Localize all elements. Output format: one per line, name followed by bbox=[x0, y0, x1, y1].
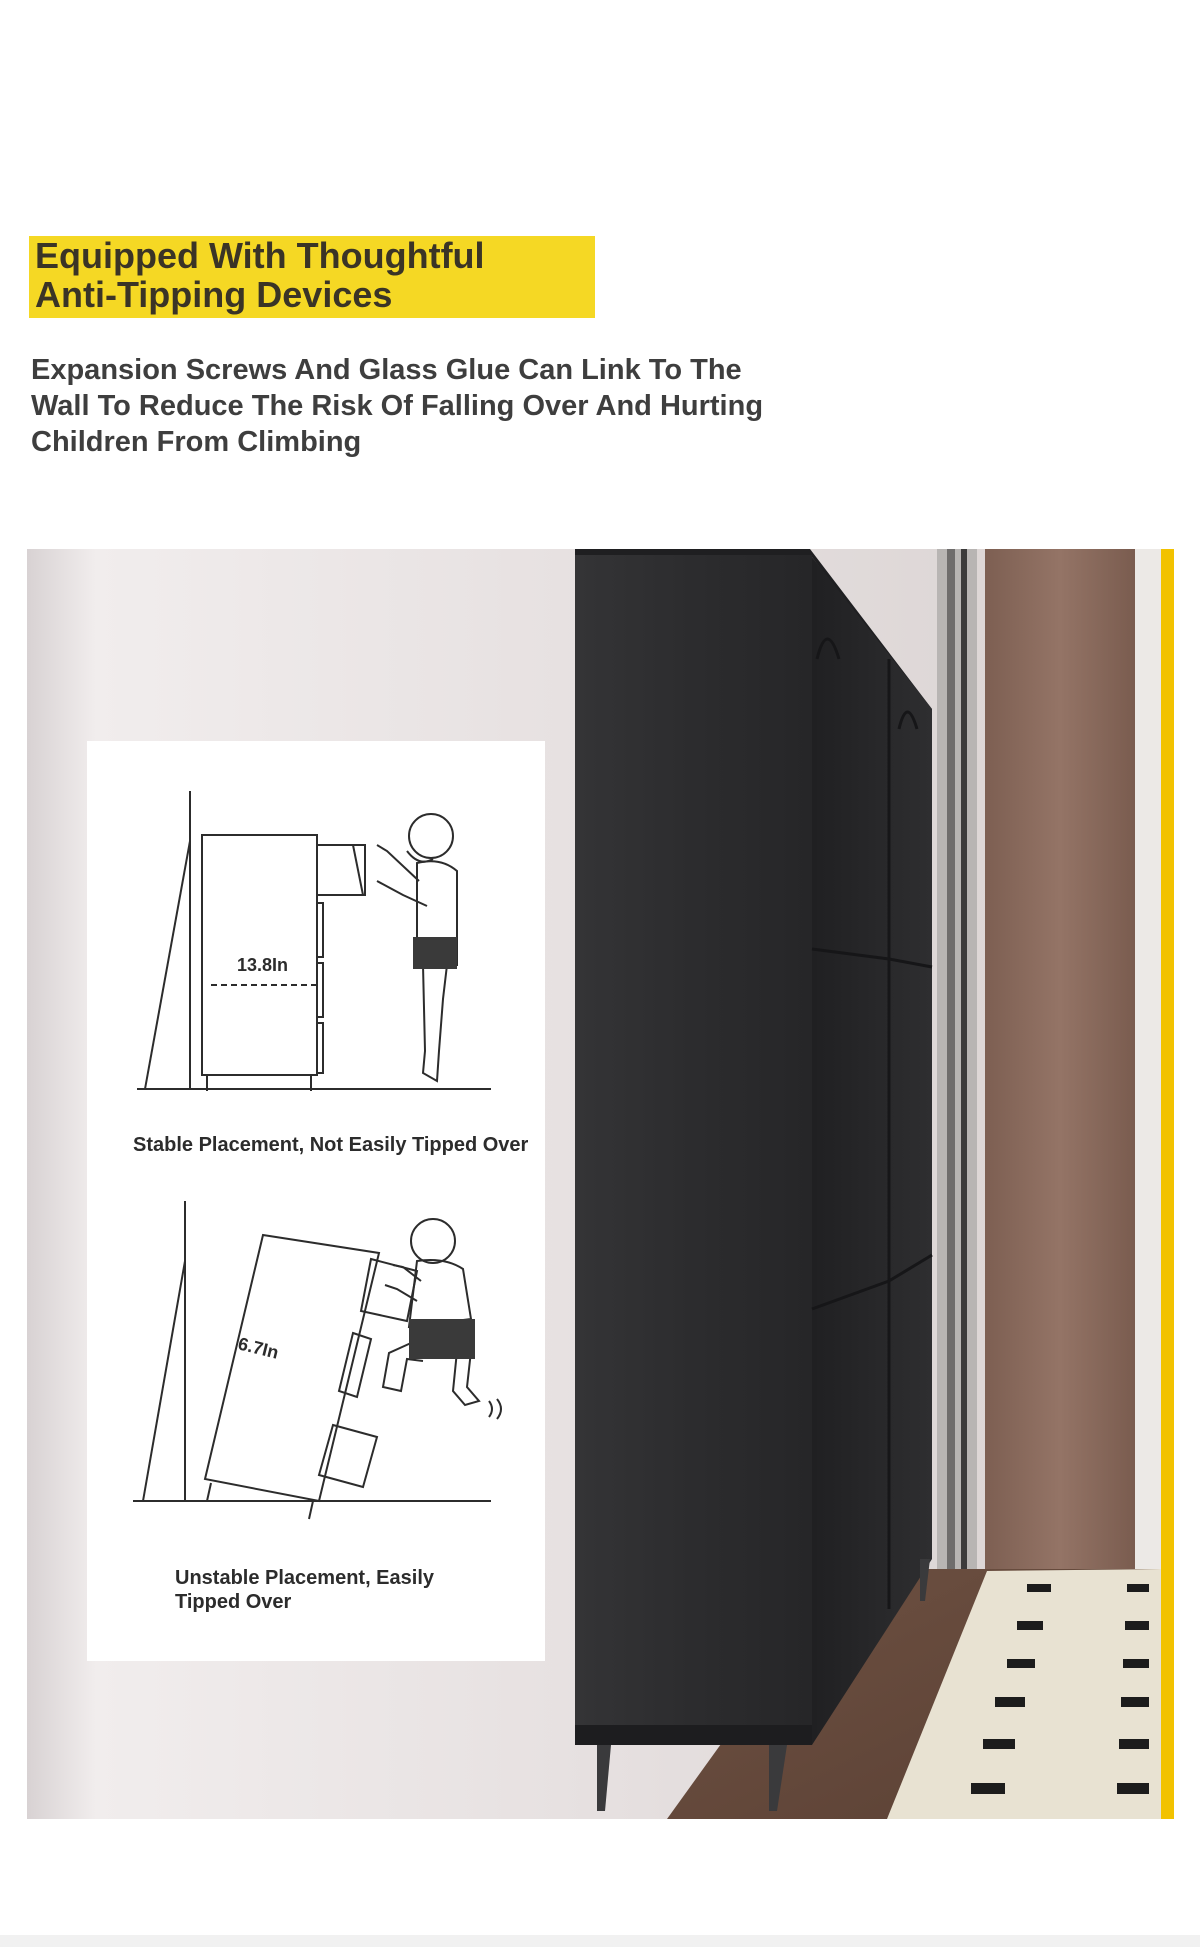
cabinet-front bbox=[575, 555, 812, 1745]
product-photo bbox=[27, 549, 1174, 1819]
description-line-3: Children From Climbing bbox=[31, 426, 362, 458]
description-line-2: Wall To Reduce The Risk Of Falling Over And Hurting bbox=[31, 390, 764, 422]
description-text bbox=[31, 352, 851, 460]
unstable-caption bbox=[175, 1566, 434, 1614]
description-line-1: Expansion Screws And Glass Glue Can Link To The bbox=[31, 354, 742, 386]
stable-measure-label: 13.8In bbox=[237, 955, 289, 975]
diagram-card bbox=[87, 741, 545, 1661]
bottom-strip bbox=[0, 1935, 1200, 1947]
unstable-caption-line-2: Tipped Over bbox=[175, 1591, 292, 1613]
wood-panel bbox=[985, 549, 1135, 1569]
headline-line-1: Equipped With Thoughtful bbox=[35, 235, 485, 276]
unstable-diagram bbox=[87, 1201, 545, 1621]
unstable-caption-line-1: Unstable Placement, Easily bbox=[175, 1567, 435, 1589]
unstable-measure-label: 6.7In bbox=[236, 1333, 281, 1363]
shorts bbox=[409, 1319, 475, 1359]
cabinet-side bbox=[812, 557, 932, 1745]
stable-caption: Stable Placement, Not Easily Tipped Over bbox=[133, 1134, 529, 1156]
shorts bbox=[413, 937, 457, 969]
headline-line-2: Anti-Tipping Devices bbox=[35, 274, 393, 315]
stable-diagram bbox=[87, 741, 545, 1161]
yellow-edge bbox=[1161, 549, 1174, 1819]
headline-band bbox=[29, 236, 595, 318]
